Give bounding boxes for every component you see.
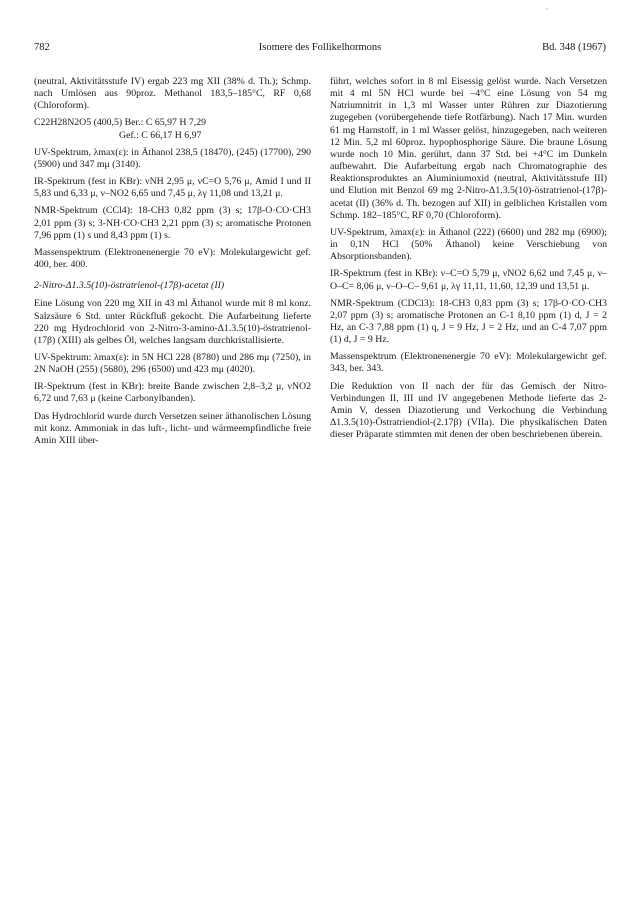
- paragraph-diazotization: führt, welches sofort in 8 ml Eisessig gelöst wurde. Nach Versetzen mit 4 ml 5N HCl wurde bei –4°C eine Lösung von 54 mg Natriumnitrit in 1,3 ml Wasser unter Rühren zur Diazotierung zugegeben (vorübergehende tiefe Rotfärbung). Nach 17 Min. wurden 61 mg Harnstoff, in 1 ml Wasser gelöst, hinzugegeben, nach weiteren 12 Min. 5,2 ml 60proz. hypophosphorige Säure. Die braune Lösung wurde noch 10 Min. gerührt, dann 37 Std. bei +4°C im Dunkeln aufbewahrt. Die Aufarbeitung ergab nach Chromatographie des Reaktionsproduktes an Aluminiumoxid (neutral, Aktivitätsstufe III) und Elution mit Benzol 69 mg 2-Nitro-Δ1.3.5(10)-östratrienol-(17β)-acetat (II) (36% d. Th. bezogen auf XII) in gelblichen Kristallen vom Schmp. 182–185°C, RF 0,70 (Chloroform).: [330, 76, 607, 221]
- paragraph-hydrolysis: Eine Lösung von 220 mg XII in 43 ml Äthanol wurde mit 8 ml konz. Salzsäure 6 Std. unter Rückfluß gekocht. Die Aufarbeitung lieferte 220 mg Hydrochlorid von 2-Nitro-3-amino-Δ1.3.5(10)-östratrienol-(17β) (XIII) als gelbes Öl, welches langsam durchkristallisierte.: [34, 298, 311, 346]
- section-heading-compound-ii: 2-Nitro-Δ1.3.5(10)-östratrienol-(17β)-acetat (II): [34, 280, 225, 292]
- nmr-spectrum-ii: NMR-Spektrum (CDCl3): 18-CH3 0,83 ppm (3) s; 17β-O·CO·CH3 2,07 ppm (3) s; aromatische Protonen an C-1 8,10 ppm (1) d, J = 2 Hz, an C-3 7,88 ppm (1) q, J = 9 Hz, J = 2 Hz, und an C-4 7,07 ppm (1) d, J = 9 Hz.: [330, 297, 607, 346]
- page-number: 782: [34, 42, 50, 53]
- uv-spectrum-ii: UV-Spektrum, λmax(ε): in Äthanol (222) (6600) und 282 mμ (6900); in 0,1N HCl (50% Äthanol) keine Verschiebung von Absorptionsbanden).: [330, 226, 607, 263]
- left-column: [34, 76, 311, 447]
- paragraph-chromatography-result: (neutral, Aktivitätsstufe IV) ergab 223 mg XII (38% d. Th.); Schmp. nach Umlösen aus 90proz. Methanol 183,5–185°C, RF 0,68 (Chloroform).: [34, 76, 311, 112]
- scan-speck: [546, 8, 548, 10]
- mass-spectrum-ii: Massenspektrum (Elektronenenergie 70 eV): Molekulargewicht gef. 343, ber. 343.: [330, 351, 607, 375]
- page-header: [34, 42, 606, 58]
- ir-spectrum-ii: IR-Spektrum (fest in KBr): ν–C=O 5,79 μ, νNO2 6,62 und 7,45 μ, ν–O–C= 8,06 μ, ν–O–C– 9,61 μ, λγ 11,11, 11,60, 12,39 und 13,51 μ.: [330, 268, 607, 292]
- volume-info: Bd. 348 (1967): [542, 42, 606, 53]
- elemental-analysis-found: Gef.: C 66,17 H 6,97: [119, 129, 202, 141]
- right-column: [330, 76, 607, 446]
- paragraph-free-amine: Das Hydrochlorid wurde durch Versetzen seiner äthanolischen Lösung mit konz. Ammoniak in das luft-, licht- und wärmeempfindliche freie Amin XIII über-: [34, 410, 311, 446]
- elemental-analysis-calculated: C22H28N2O5 (400,5) Ber.: C 65,97 H 7,29: [34, 117, 206, 129]
- mass-spectrum-xii: Massenspektrum (Elektronenenergie 70 eV): Molekulargewicht gef. 400, ber. 400.: [34, 246, 311, 271]
- nmr-spectrum-xii: NMR-Spektrum (CCl4): 18-CH3 0,82 ppm (3) s; 17β-O·CO·CH3 2,01 ppm (3) s; 3-NH·CO·CH3 2,21 ppm (3) s; aromatische Protonen 7,96 ppm (1) s und 8,43 ppm (1) s.: [34, 205, 311, 241]
- uv-spectrum-xii: UV-Spektrum, λmax(ε): in Äthanol 238,5 (18470), (245) (17700), 290 (5900) und 347 mμ (3140).: [34, 146, 311, 170]
- running-title: Isomere des Follikelhormons: [258, 42, 382, 53]
- ir-spectrum-xiii: IR-Spektrum (fest in KBr): breite Bande zwischen 2,8–3,2 μ, νNO2 6,72 und 7,63 μ (keine Carbonylbanden).: [34, 381, 311, 405]
- ir-spectrum-xii: IR-Spektrum (fest in KBr): νNH 2,95 μ, νC=O 5,76 μ, Amid I und II 5,83 und 6,33 μ, ν–NO2 6,65 und 7,45 μ, λγ 11,08 und 13,21 μ.: [34, 176, 311, 200]
- uv-spectrum-xiii: UV-Spektrum: λmax(ε): in 5N HCl 228 (8780) und 286 mμ (7250), in 2N NaOH (255) (5680), 296 (6500) und 423 mμ (4020).: [34, 351, 311, 376]
- paragraph-reduction: Die Reduktion von II nach der für das Gemisch der Nitro-Verbindungen II, III und IV angegebenen Methode lieferte das 2-Amin V, dessen Diazotierung und Verkochung die Verbindung Δ1.3.5(10)-Östratriendiol-(2.17β) (VIIa). Die physikalischen Daten dieser Präparate stimmten mit denen der oben beschriebenen überein.: [330, 380, 607, 441]
